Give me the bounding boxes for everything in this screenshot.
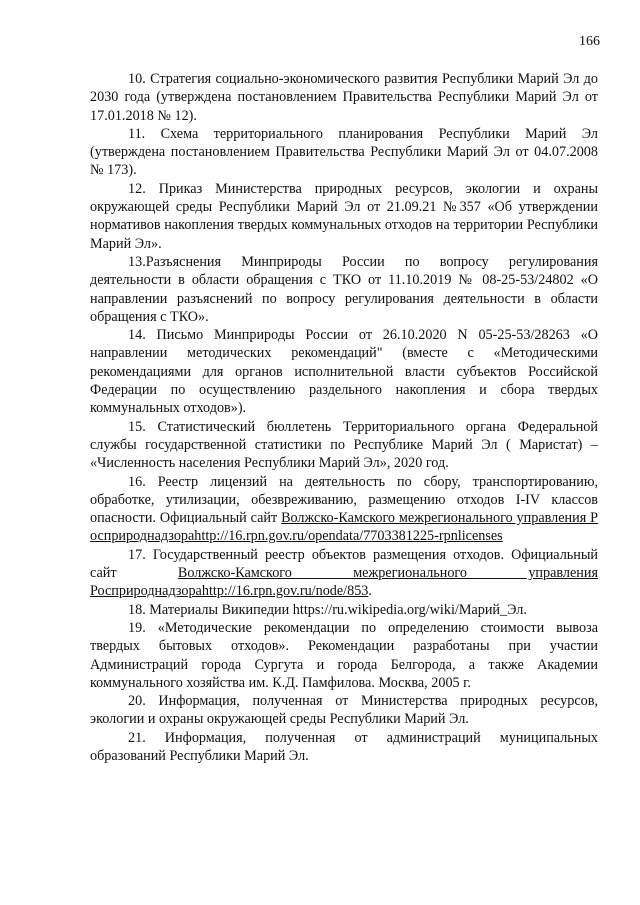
- references-list: [90, 70, 598, 765]
- reference-19: 19. «Методические рекомендации по определению стоимости вывоза твердых бытовых отходов». Рекомендации разработаны при участии Администраций города Сургута и города Белгорода, а также Академии коммунального хозяйства им. К.Д. Памфилова. Москва, 2005 г.: [90, 619, 598, 691]
- reference-16: [90, 473, 598, 546]
- page-number: 166: [579, 34, 600, 49]
- reference-16-link[interactable]: Волжско-Камского межрегионального управления Росприроднадзораhttp://16.rpn.gov.ru/opendata/7703381225-rpnlicenses: [90, 510, 598, 545]
- reference-11: 11. Схема территориального планирования Республики Марий Эл (утверждена постановлением Правительства Республики Марий Эл от 04.07.2008 № 173).: [90, 125, 598, 179]
- reference-17-text: 17. Государственный реестр объектов размещения отходов. Официальный сайт: [90, 546, 598, 582]
- reference-17-link[interactable]: Волжско-Камского межрегионального управления Росприроднадзораhttp://16.rpn.gov.ru/node/853: [90, 565, 598, 600]
- reference-21: 21. Информация, полученная от администраций муниципальных образований Республики Марий Эл.: [90, 729, 598, 764]
- reference-13: 13.Разъяснения Минприроды России по вопросу регулирования деятельности в области обращения с ТКО от 11.10.2019 № 08-25-53/24802 «О направлении разъяснений по вопросу регулирования деятельности в области обращения с ТКО».: [90, 253, 598, 325]
- reference-16-text: 16. Реестр лицензий на деятельность по сбору, транспортированию, обработке, утилизации, обезвреживанию, размещению отходов I-IV классов опасности. Официальный сайт: [90, 473, 598, 527]
- reference-12: 12. Приказ Министерства природных ресурсов, экологии и охраны окружающей среды Республики Марий Эл от 21.09.21 №357 «Об утверждении нормативов накопления твердых коммунальных отходов на территории Республики Марий Эл».: [90, 180, 598, 252]
- reference-18: 18. Материалы Википедии https://ru.wikipedia.org/wiki/Марий_Эл.: [128, 601, 527, 618]
- reference-20: 20. Информация, полученная от Министерства природных ресурсов, экологии и охраны окружающей среды Республики Марий Эл.: [90, 693, 598, 728]
- reference-15: 15. Статистический бюллетень Территориального органа Федеральной службы государственной статистики по Республике Марий Эл ( Маристат) – «Численность населения Республики Марий Эл», 2020 год.: [90, 418, 598, 472]
- reference-17-suffix: .: [368, 583, 372, 600]
- reference-17: [90, 546, 598, 601]
- reference-10: 10. Стратегия социально-экономического развития Республики Марий Эл до 2030 года (утверждена постановлением Правительства Республики Марий Эл от 17.01.2018 № 12).: [90, 71, 598, 124]
- reference-14: 14. Письмо Минприроды России от 26.10.2020 N 05-25-53/28263 «О направлении методических рекомендаций" (вместе с «Методическими рекомендациями для органов исполнительной власти субъектов Российской Федерации по осуществлению раздельного накопления и сбора твердых коммунальных отходов»).: [90, 327, 598, 417]
